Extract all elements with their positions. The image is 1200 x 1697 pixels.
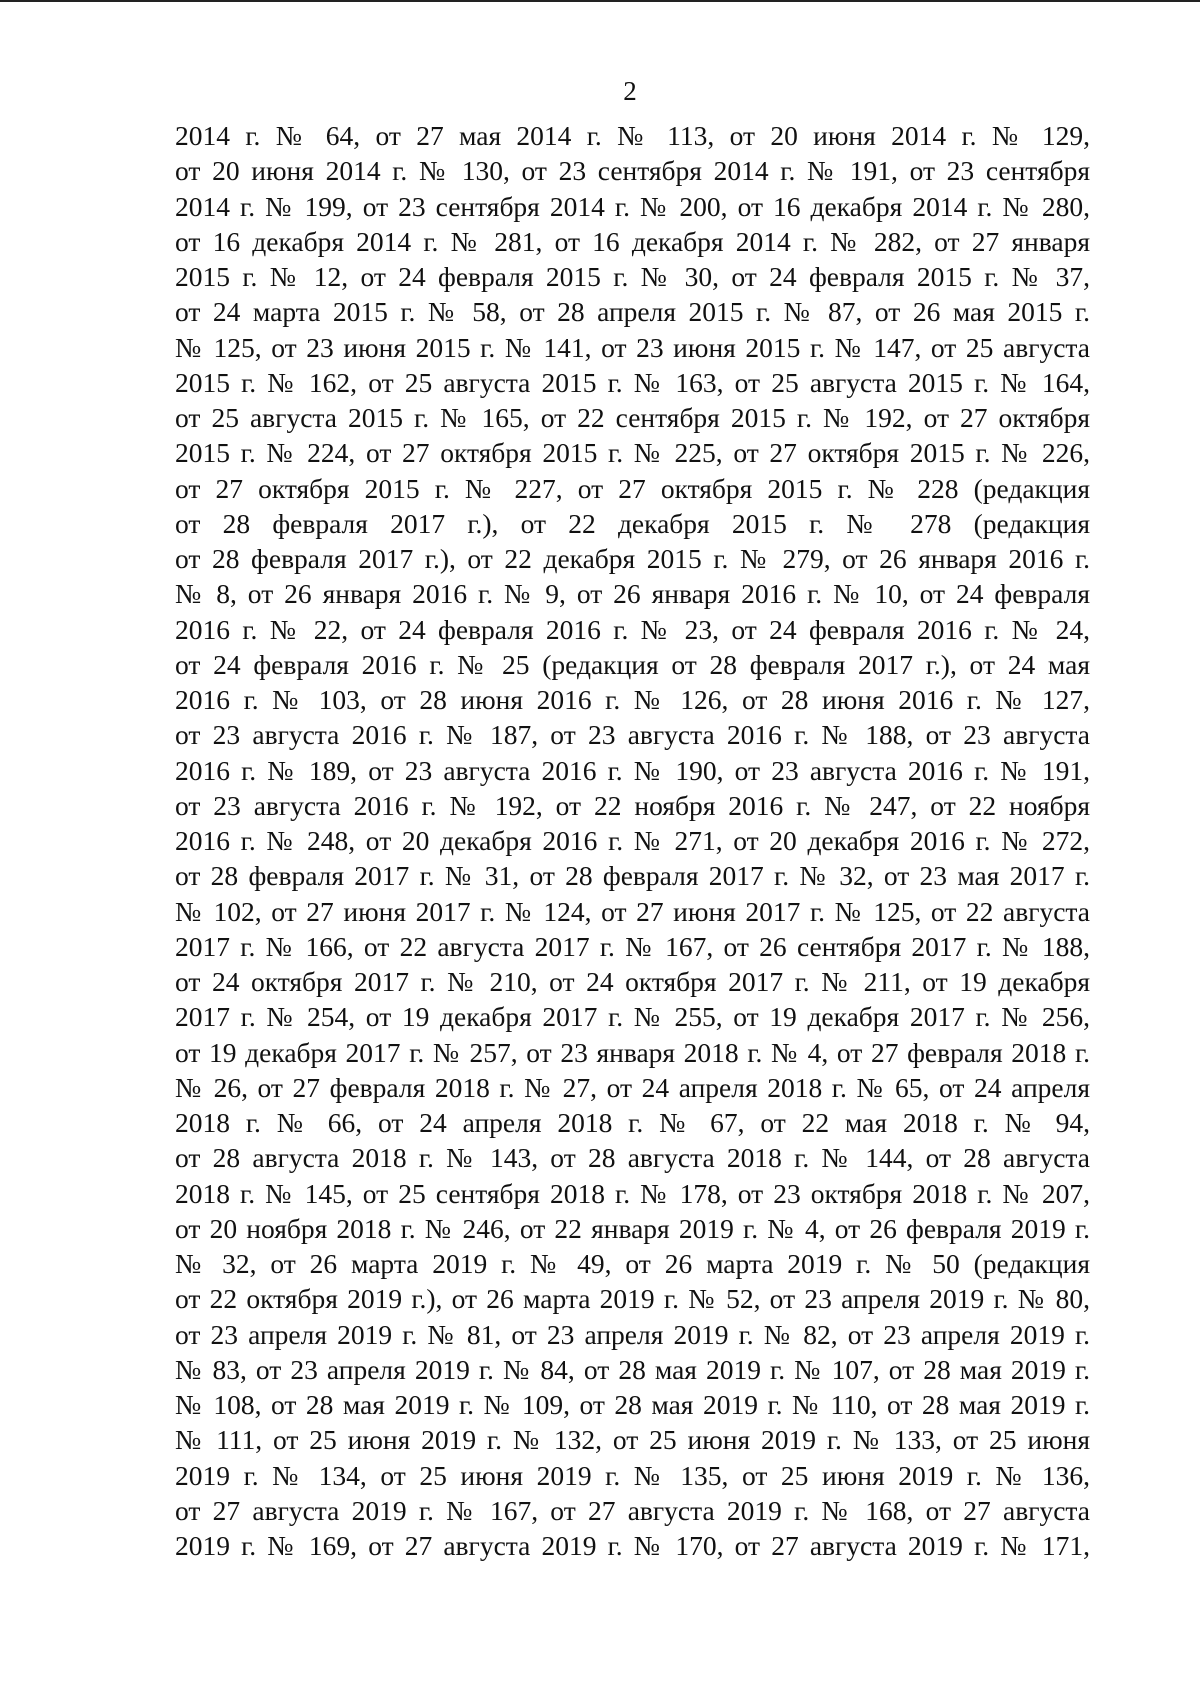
text-line: 2014 г. № 64, от 27 мая 2014 г. № 113, от 20 июня 2014 г. № 129, bbox=[175, 120, 1090, 151]
text-line: от 28 февраля 2017 г. № 31, от 28 февраля 2017 г. № 32, от 23 мая 2017 г. bbox=[175, 860, 1090, 892]
text-line: от 23 августа 2016 г. № 192, от 22 ноября 2016 г. № 247, от 22 ноября bbox=[175, 789, 1090, 821]
text-line: 2016 г. № 248, от 20 декабря 2016 г. № 271, от 20 декабря 2016 г. № 272, bbox=[175, 825, 1090, 856]
text-line: 2017 г. № 166, от 22 августа 2017 г. № 167, от 26 сентября 2017 г. № 188, bbox=[175, 930, 1090, 962]
text-line: № 8, от 26 января 2016 г. № 9, от 26 января 2016 г. № 10, от 24 февраля bbox=[175, 578, 1090, 610]
text-line: от 24 марта 2015 г. № 58, от 28 апреля 2015 г. № 87, от 26 мая 2015 г. bbox=[175, 296, 1090, 328]
text-line: 2018 г. № 66, от 24 апреля 2018 г. № 67, от 22 мая 2018 г. № 94, bbox=[175, 1107, 1090, 1138]
scan-top-edge bbox=[0, 0, 1200, 2]
text-line: 2019 г. № 169, от 27 августа 2019 г. № 170, от 27 августа 2019 г. № 171, bbox=[175, 1530, 1090, 1561]
text-line: от 23 апреля 2019 г. № 81, от 23 апреля 2019 г. № 82, от 23 апреля 2019 г. bbox=[175, 1318, 1090, 1350]
text-line: от 25 августа 2015 г. № 165, от 22 сентября 2015 г. № 192, от 27 октября bbox=[175, 402, 1090, 433]
text-line: от 28 февраля 2017 г.), от 22 декабря 2015 г. № 279, от 26 января 2016 г. bbox=[175, 543, 1090, 574]
text-line: от 23 августа 2016 г. № 187, от 23 августа 2016 г. № 188, от 23 августа bbox=[175, 719, 1090, 751]
text-line: 2015 г. № 224, от 27 октября 2015 г. № 225, от 27 октября 2015 г. № 226, bbox=[175, 437, 1090, 469]
text-line: 2014 г. № 199, от 23 сентября 2014 г. № 200, от 16 декабря 2014 г. № 280, bbox=[175, 190, 1090, 222]
text-line: 2015 г. № 12, от 24 февраля 2015 г. № 30, от 24 февраля 2015 г. № 37, bbox=[175, 261, 1090, 292]
text-line: от 27 августа 2019 г. № 167, от 27 августа 2019 г. № 168, от 27 августа bbox=[175, 1494, 1090, 1526]
text-line: от 22 октября 2019 г.), от 26 марта 2019 г. № 52, от 23 апреля 2019 г. № 80, bbox=[175, 1283, 1090, 1315]
text-line: № 83, от 23 апреля 2019 г. № 84, от 28 мая 2019 г. № 107, от 28 мая 2019 г. bbox=[175, 1353, 1090, 1385]
text-line: от 27 октября 2015 г. № 227, от 27 октября 2015 г. № 228 (редакция bbox=[175, 472, 1090, 504]
text-line: 2016 г. № 22, от 24 февраля 2016 г. № 23, от 24 февраля 2016 г. № 24, bbox=[175, 613, 1090, 645]
text-line: 2018 г. № 145, от 25 сентября 2018 г. № 178, от 23 октября 2018 г. № 207, bbox=[175, 1177, 1090, 1209]
text-line: № 32, от 26 марта 2019 г. № 49, от 26 марта 2019 г. № 50 (редакция bbox=[175, 1248, 1090, 1279]
text-line: № 26, от 27 февраля 2018 г. № 27, от 24 апреля 2018 г. № 65, от 24 апреля bbox=[175, 1071, 1090, 1103]
text-line: 2015 г. № 162, от 25 августа 2015 г. № 163, от 25 августа 2015 г. № 164, bbox=[175, 366, 1090, 398]
text-line: от 19 декабря 2017 г. № 257, от 23 января 2018 г. № 4, от 27 февраля 2018 г. bbox=[175, 1036, 1090, 1068]
text-line: 2016 г. № 103, от 28 июня 2016 г. № 126, от 28 июня 2016 г. № 127, bbox=[175, 684, 1090, 715]
text-line: от 16 декабря 2014 г. № 281, от 16 декабря 2014 г. № 282, от 27 января bbox=[175, 225, 1090, 257]
text-line: от 20 июня 2014 г. № 130, от 23 сентября 2014 г. № 191, от 23 сентября bbox=[175, 155, 1090, 187]
text-line: от 24 февраля 2016 г. № 25 (редакция от 28 февраля 2017 г.), от 24 мая bbox=[175, 648, 1090, 680]
text-line: от 28 февраля 2017 г.), от 22 декабря 2015 г. № 278 (редакция bbox=[175, 507, 1090, 539]
text-line: № 125, от 23 июня 2015 г. № 141, от 23 июня 2015 г. № 147, от 25 августа bbox=[175, 331, 1090, 363]
text-line: № 102, от 27 июня 2017 г. № 124, от 27 июня 2017 г. № 125, от 22 августа bbox=[175, 895, 1090, 927]
text-line: от 24 октября 2017 г. № 210, от 24 октября 2017 г. № 211, от 19 декабря bbox=[175, 966, 1090, 997]
text-line: 2016 г. № 189, от 23 августа 2016 г. № 190, от 23 августа 2016 г. № 191, bbox=[175, 754, 1090, 786]
text-line: № 111, от 25 июня 2019 г. № 132, от 25 июня 2019 г. № 133, от 25 июня bbox=[175, 1424, 1090, 1456]
text-line: 2017 г. № 254, от 19 декабря 2017 г. № 255, от 19 декабря 2017 г. № 256, bbox=[175, 1001, 1090, 1033]
text-line: 2019 г. № 134, от 25 июня 2019 г. № 135, от 25 июня 2019 г. № 136, bbox=[175, 1459, 1090, 1491]
text-line: от 28 августа 2018 г. № 143, от 28 августа 2018 г. № 144, от 28 августа bbox=[175, 1142, 1090, 1174]
text-line: от 20 ноября 2018 г. № 246, от 22 января 2019 г. № 4, от 26 февраля 2019 г. bbox=[175, 1212, 1090, 1244]
page-number: 2 bbox=[623, 76, 637, 106]
text-line: № 108, от 28 мая 2019 г. № 109, от 28 мая 2019 г. № 110, от 28 мая 2019 г. bbox=[175, 1389, 1090, 1420]
body-text bbox=[175, 118, 1090, 1563]
